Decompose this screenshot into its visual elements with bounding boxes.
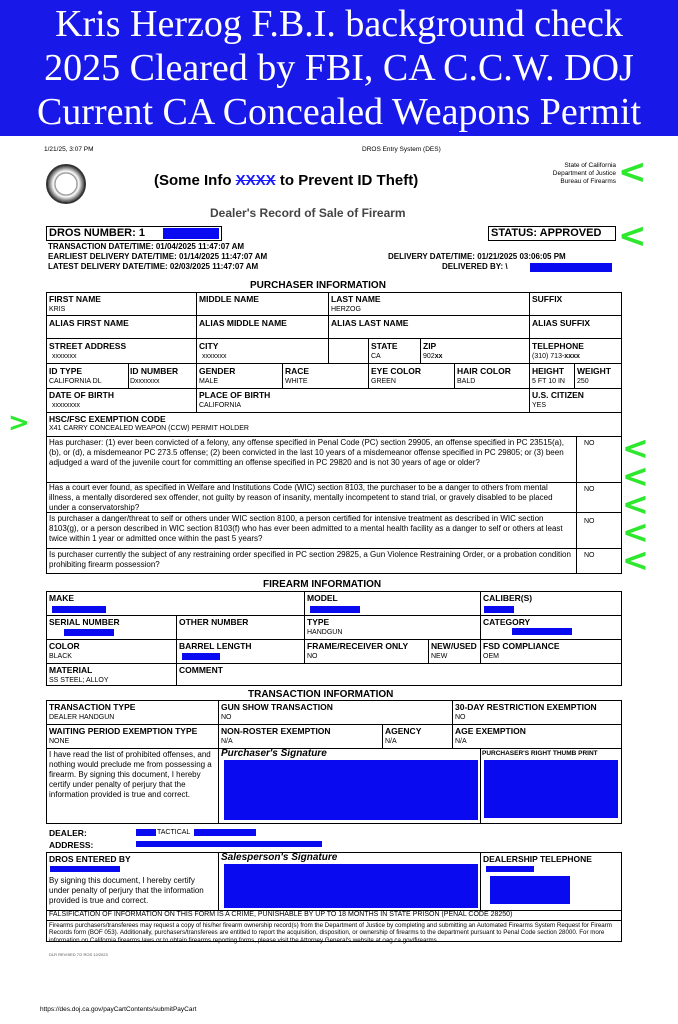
dros-number-visible: 1 — [138, 227, 145, 239]
redaction-block — [52, 606, 106, 613]
question-3: Is purchaser a danger/threat to self or others under WIC section 8100, a person certified for intensive treatment as described in WIC section 8103(g), or a person described in WIC section 8103(f) who has ever been admitted to a mental health facility as a danger to self or others at least twice within 1 year or admitted once within the past 5 years? — [49, 514, 563, 543]
race-value: WHITE — [285, 378, 308, 385]
delivery-date: DELIVERY DATE/TIME: 01/21/2025 03:06:05 PM — [388, 252, 566, 261]
citizen-value: YES — [532, 402, 547, 409]
alias-suffix-label: ALIAS SUFFIX — [532, 318, 591, 328]
fsd-value: OEM — [483, 653, 499, 660]
pob-value: CALIFORNIA — [199, 402, 242, 409]
green-arrow-stack — [622, 429, 662, 579]
phone-value — [532, 353, 580, 360]
redaction-block — [136, 841, 322, 847]
page-url: https://des.doj.ca.gov/payCartContents/submitPayCart — [40, 1006, 197, 1013]
dob-value: xxxxxxxx — [52, 402, 80, 409]
falsification-warning: FALSIFICATION OF INFORMATION ON THIS FORM IS A CRIME, PUNISHABLE BY UP TO 18 MONTHS IN STATE PRISON (PENAL CODE 28250) — [49, 911, 513, 918]
last-name-label: LAST NAME — [331, 294, 381, 304]
bureau-name: Bureau of Firearms — [560, 178, 616, 185]
gender-label: GENDER — [199, 366, 236, 376]
hsc-label: HSC/FSC EXEMPTION CODE — [49, 414, 166, 424]
dates-block — [48, 242, 267, 272]
dob-label: DATE OF BIRTH — [49, 390, 115, 400]
notice-text-struck: XXXX — [235, 172, 276, 189]
category-label: CATEGORY — [483, 617, 531, 627]
purchaser-section-header: PURCHASER INFORMATION — [250, 280, 386, 291]
transaction-date: TRANSACTION DATE/TIME: 01/04/2025 11:47:07 AM — [48, 242, 245, 251]
dros-number-label: DROS NUMBER: — [49, 227, 139, 239]
thumb-print-label: PURCHASER'S RIGHT THUMB PRINT — [482, 750, 598, 757]
frame-value: NO — [307, 653, 318, 660]
redaction-block — [50, 866, 120, 872]
hair-color-value: BALD — [457, 378, 476, 385]
salesperson-signature-label: Salesperson's Signature — [221, 852, 338, 863]
zip-value-visible: 902 — [423, 353, 435, 360]
title-banner — [0, 0, 678, 136]
green-arrow-icon: < — [622, 541, 649, 579]
firearm-section-header: FIREARM INFORMATION — [263, 579, 382, 590]
hair-color-label: HAIR COLOR — [457, 366, 511, 376]
notice-text-post: to Prevent ID Theft) — [275, 172, 419, 189]
suffix-label: SUFFIX — [532, 294, 563, 304]
gun-show-label: GUN SHOW TRANSACTION — [221, 702, 333, 712]
banner-line-1: Kris Herzog F.B.I. background check — [55, 3, 623, 45]
purchaser-signature-redaction — [224, 760, 478, 820]
alias-last-label: ALIAS LAST NAME — [331, 318, 409, 328]
form-page — [0, 136, 678, 1024]
answer-4: NO — [584, 552, 595, 559]
id-number-value: Dxxxxxxx — [130, 378, 160, 385]
redaction-block — [310, 606, 360, 613]
zip-value — [423, 353, 442, 360]
material-label: MATERIAL — [49, 665, 93, 675]
eye-color-value: GREEN — [371, 378, 396, 385]
race-label: RACE — [285, 366, 310, 376]
green-arrow-icon: < — [622, 429, 649, 467]
weight-value: 250 — [577, 378, 589, 385]
redaction-block — [163, 228, 219, 239]
answer-3: NO — [584, 518, 595, 525]
transaction-type-label: TRANSACTION TYPE — [49, 702, 136, 712]
agency-value: N/A — [385, 738, 397, 745]
redaction-block — [512, 628, 572, 635]
earliest-delivery: EARLIEST DELIVERY DATE/TIME: 01/14/2025 11:47:07 AM — [48, 252, 268, 261]
notice-text-pre: (Some Info — [154, 172, 236, 189]
fsd-label: FSD COMPLIANCE — [483, 641, 560, 651]
color-label: COLOR — [49, 641, 80, 651]
question-2: Has a court ever found, as specified in Welfare and Institutions Code (WIC) section 8103, the purchaser to be a danger to others from mental illness, a mentally disordered sex offender, not guilty by reason of insanity, mentally incompetent to stand trial, or gravely disabled to be placed under a conservatorship? — [49, 483, 553, 512]
city-label: CITY — [199, 341, 219, 351]
pob-label: PLACE OF BIRTH — [199, 390, 271, 400]
serial-label: SERIAL NUMBER — [49, 617, 120, 627]
waiting-period-value: NONE — [49, 738, 70, 745]
dealer-phone-label: DEALERSHIP TELEPHONE — [483, 854, 592, 864]
gun-show-value: NO — [221, 714, 232, 721]
redaction-block — [64, 629, 114, 636]
system-name: DROS Entry System (DES) — [362, 146, 441, 153]
last-name-value: HERZOG — [331, 306, 361, 313]
redaction-block — [484, 606, 514, 613]
restriction-value: NO — [455, 714, 466, 721]
banner-line-2: 2025 Cleared by FBI, CA C.C.W. DOJ — [44, 47, 634, 89]
green-arrow-icon: < — [618, 216, 647, 256]
transaction-type-value: DEALER HANDGUN — [49, 714, 115, 721]
redaction-block — [136, 829, 156, 836]
frame-label: FRAME/RECEIVER ONLY — [307, 641, 409, 651]
street-value: xxxxxxx — [52, 353, 77, 360]
id-type-label: ID TYPE — [49, 366, 83, 376]
dealer-label: DEALER: — [49, 828, 87, 838]
agency-label: AGENCY — [385, 726, 422, 736]
doj-seal-icon — [46, 164, 86, 204]
redaction-block — [194, 829, 256, 836]
dros-entered-label: DROS ENTERED BY — [49, 854, 131, 864]
state-label: STATE — [371, 341, 398, 351]
print-timestamp: 1/21/25, 3:07 PM — [44, 146, 94, 153]
restriction-label: 30-DAY RESTRICTION EXEMPTION — [455, 702, 597, 712]
color-value: BLACK — [49, 653, 72, 660]
citizen-label: U.S. CITIZEN — [532, 390, 584, 400]
height-value: 5 FT 10 IN — [532, 378, 565, 385]
new-used-value: NEW — [431, 653, 448, 660]
zip-value-masked: xx — [434, 353, 443, 360]
street-label: STREET ADDRESS — [49, 341, 127, 351]
new-used-label: NEW/USED — [431, 641, 477, 651]
caliber-label: CALIBER(S) — [483, 593, 533, 603]
salesperson-certification: By signing this document, I hereby certify under penalty of perjury that the information provided is true and correct. — [49, 876, 204, 905]
state-value: CA — [371, 353, 381, 360]
make-label: MAKE — [49, 593, 75, 603]
age-exemption-label: AGE EXEMPTION — [455, 726, 526, 736]
state-name: State of California — [564, 162, 616, 169]
green-arrow-icon: > — [8, 408, 30, 438]
eye-color-label: EYE COLOR — [371, 366, 422, 376]
alias-middle-label: ALIAS MIDDLE NAME — [199, 318, 287, 328]
redaction-notice — [154, 172, 418, 189]
redaction-block — [486, 866, 534, 872]
delivered-by: DELIVERED BY: \ — [442, 262, 508, 271]
green-arrow-icon: < — [622, 485, 649, 523]
city-value: xxxxxxx — [202, 353, 227, 360]
thumb-print-redaction — [484, 760, 618, 818]
height-label: HEIGHT — [532, 366, 565, 376]
model-label: MODEL — [307, 593, 338, 603]
dealer-value: TACTICAL — [157, 829, 191, 836]
latest-delivery: LATEST DELIVERY DATE/TIME: 02/03/2025 11:47:07 AM — [48, 262, 259, 271]
age-exemption-value: N/A — [455, 738, 467, 745]
banner-line-3: Current CA Concealed Weapons Permit — [36, 91, 642, 133]
phone-value-visible: (310) 713- — [532, 353, 565, 360]
material-value: SS STEEL; ALLOY — [49, 677, 109, 684]
form-id: DLR REVISED 7/2 ROS 12/2023 — [49, 952, 108, 957]
redaction-block — [490, 876, 570, 904]
status-approved: STATUS: APPROVED — [491, 227, 602, 239]
redaction-block — [530, 263, 612, 272]
question-4: Is purchaser currently the subject of any restraining order specified in PC section 29825, a Gun Violence Restraining Order, or a probation condition prohibiting firearm possession? — [49, 550, 571, 569]
salesperson-signature-redaction — [224, 864, 478, 908]
waiting-period-label: WAITING PERIOD EXEMPTION TYPE — [49, 726, 198, 736]
answer-2: NO — [584, 486, 595, 493]
hsc-value: X41 CARRY CONCEALED WEAPON (CCW) PERMIT HOLDER — [49, 425, 249, 432]
purchaser-signature-label: Purchaser's Signature — [221, 748, 327, 759]
type-value: HANDGUN — [307, 629, 343, 636]
gender-value: MALE — [199, 378, 219, 385]
redaction-block — [182, 653, 220, 660]
phone-label: TELEPHONE — [532, 341, 584, 351]
non-roster-label: NON-ROSTER EXEMPTION — [221, 726, 331, 736]
address-label: ADDRESS: — [49, 840, 94, 850]
purchaser-certification: I have read the list of prohibited offenses, and nothing would preclude me from possessing a firearm. By signing this document, I hereby certify under penalty of perjury that the information provided is true and correct. — [49, 750, 212, 799]
non-roster-value: N/A — [221, 738, 233, 745]
green-arrow-icon: < — [618, 152, 647, 192]
agency-block — [540, 162, 616, 186]
form-title: Dealer's Record of Sale of Firearm — [210, 206, 406, 220]
department-name: Department of Justice — [552, 170, 616, 177]
zip-label: ZIP — [423, 341, 437, 351]
alias-first-label: ALIAS FIRST NAME — [49, 318, 129, 328]
other-number-label: OTHER NUMBER — [179, 617, 249, 627]
id-type-value: CALIFORNIA DL — [49, 378, 102, 385]
green-arrow-icon: < — [622, 457, 649, 495]
barrel-label: BARREL LENGTH — [179, 641, 252, 651]
first-name-value: KRIS — [49, 306, 66, 313]
dros-number — [49, 227, 145, 239]
question-1: Has purchaser: (1) ever been convicted of a felony, any offense specified in Penal Code (PC) section 29905, an offense specified in PC 23515(a), (b), or (d), a misdemeanor PC 273.5 offense; (2) been convicted in the last 10 years of a misdemeanor offense specified in PC 29805; or (3) been adjudged a ward of the juvenile court for committing an offense specified in PC 29820 and is not 30 years of age or older? — [49, 438, 564, 467]
answer-1: NO — [584, 440, 595, 447]
footer-notice: Firearms purchasers/transferees may request a copy of his/her firearm ownership record(s) from the Department of Justice by completing and submitting an Automated Firearms System Request for Firearm Records form (BOF 053). Additionally, purchasers/transferees are entitled to report the acquisition, disposition, or ownership of firearms to the department pursuant to Penal Code section 28000. For more information on California firearms laws or to obtain firearms reporting forms, please visit the Attorney General's website at oag.ca.gov/firearms. — [49, 922, 612, 944]
comment-label: COMMENT — [179, 665, 223, 675]
middle-name-label: MIDDLE NAME — [199, 294, 259, 304]
type-label: TYPE — [307, 617, 330, 627]
id-number-label: ID NUMBER — [130, 366, 179, 376]
phone-value-masked: xxxx — [564, 353, 580, 360]
transaction-section-header: TRANSACTION INFORMATION — [248, 689, 394, 700]
first-name-label: FIRST NAME — [49, 294, 101, 304]
green-arrow-icon: < — [622, 513, 649, 551]
weight-label: WEIGHT — [577, 366, 611, 376]
